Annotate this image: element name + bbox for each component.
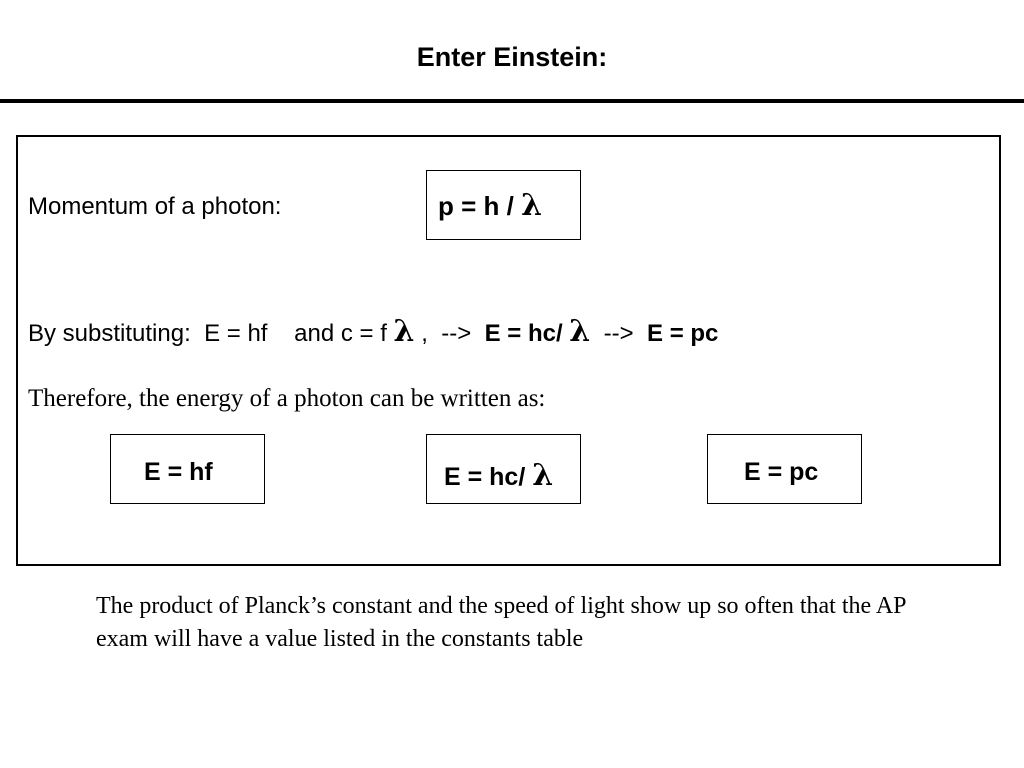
lambda-symbol: λ — [569, 314, 591, 349]
substitution-line — [28, 314, 718, 349]
momentum-formula — [438, 188, 542, 223]
therefore-text: Therefore, the energy of a photon can be written as: — [28, 385, 546, 412]
lambda-symbol: λ — [521, 188, 543, 223]
title-divider — [0, 99, 1024, 103]
footnote-text: The product of Planck’s constant and the speed of light show up so often that the AP exam will have a value listed in the constants table — [96, 593, 906, 652]
momentum-formula-text: p = h / — [438, 191, 522, 221]
energy-hc-text: E = hc/ — [444, 463, 533, 491]
lambda-symbol: λ — [393, 314, 415, 349]
momentum-label: Momentum of a photon: — [28, 193, 282, 220]
substitution-formula-pc: E = pc — [647, 320, 719, 347]
energy-hc-formula — [444, 458, 553, 493]
substitution-part3: --> — [590, 320, 648, 347]
substitution-part2: , --> — [414, 320, 485, 347]
substitution-formula-hc: E = hc/ — [484, 320, 570, 347]
slide-title: Enter Einstein: — [416, 42, 608, 72]
energy-pc-formula: E = pc — [744, 458, 819, 486]
energy-hf-formula: E = hf — [144, 458, 213, 486]
lambda-symbol: λ — [532, 458, 554, 493]
substitution-part1: By substituting: E = hf and c = f — [28, 320, 394, 347]
